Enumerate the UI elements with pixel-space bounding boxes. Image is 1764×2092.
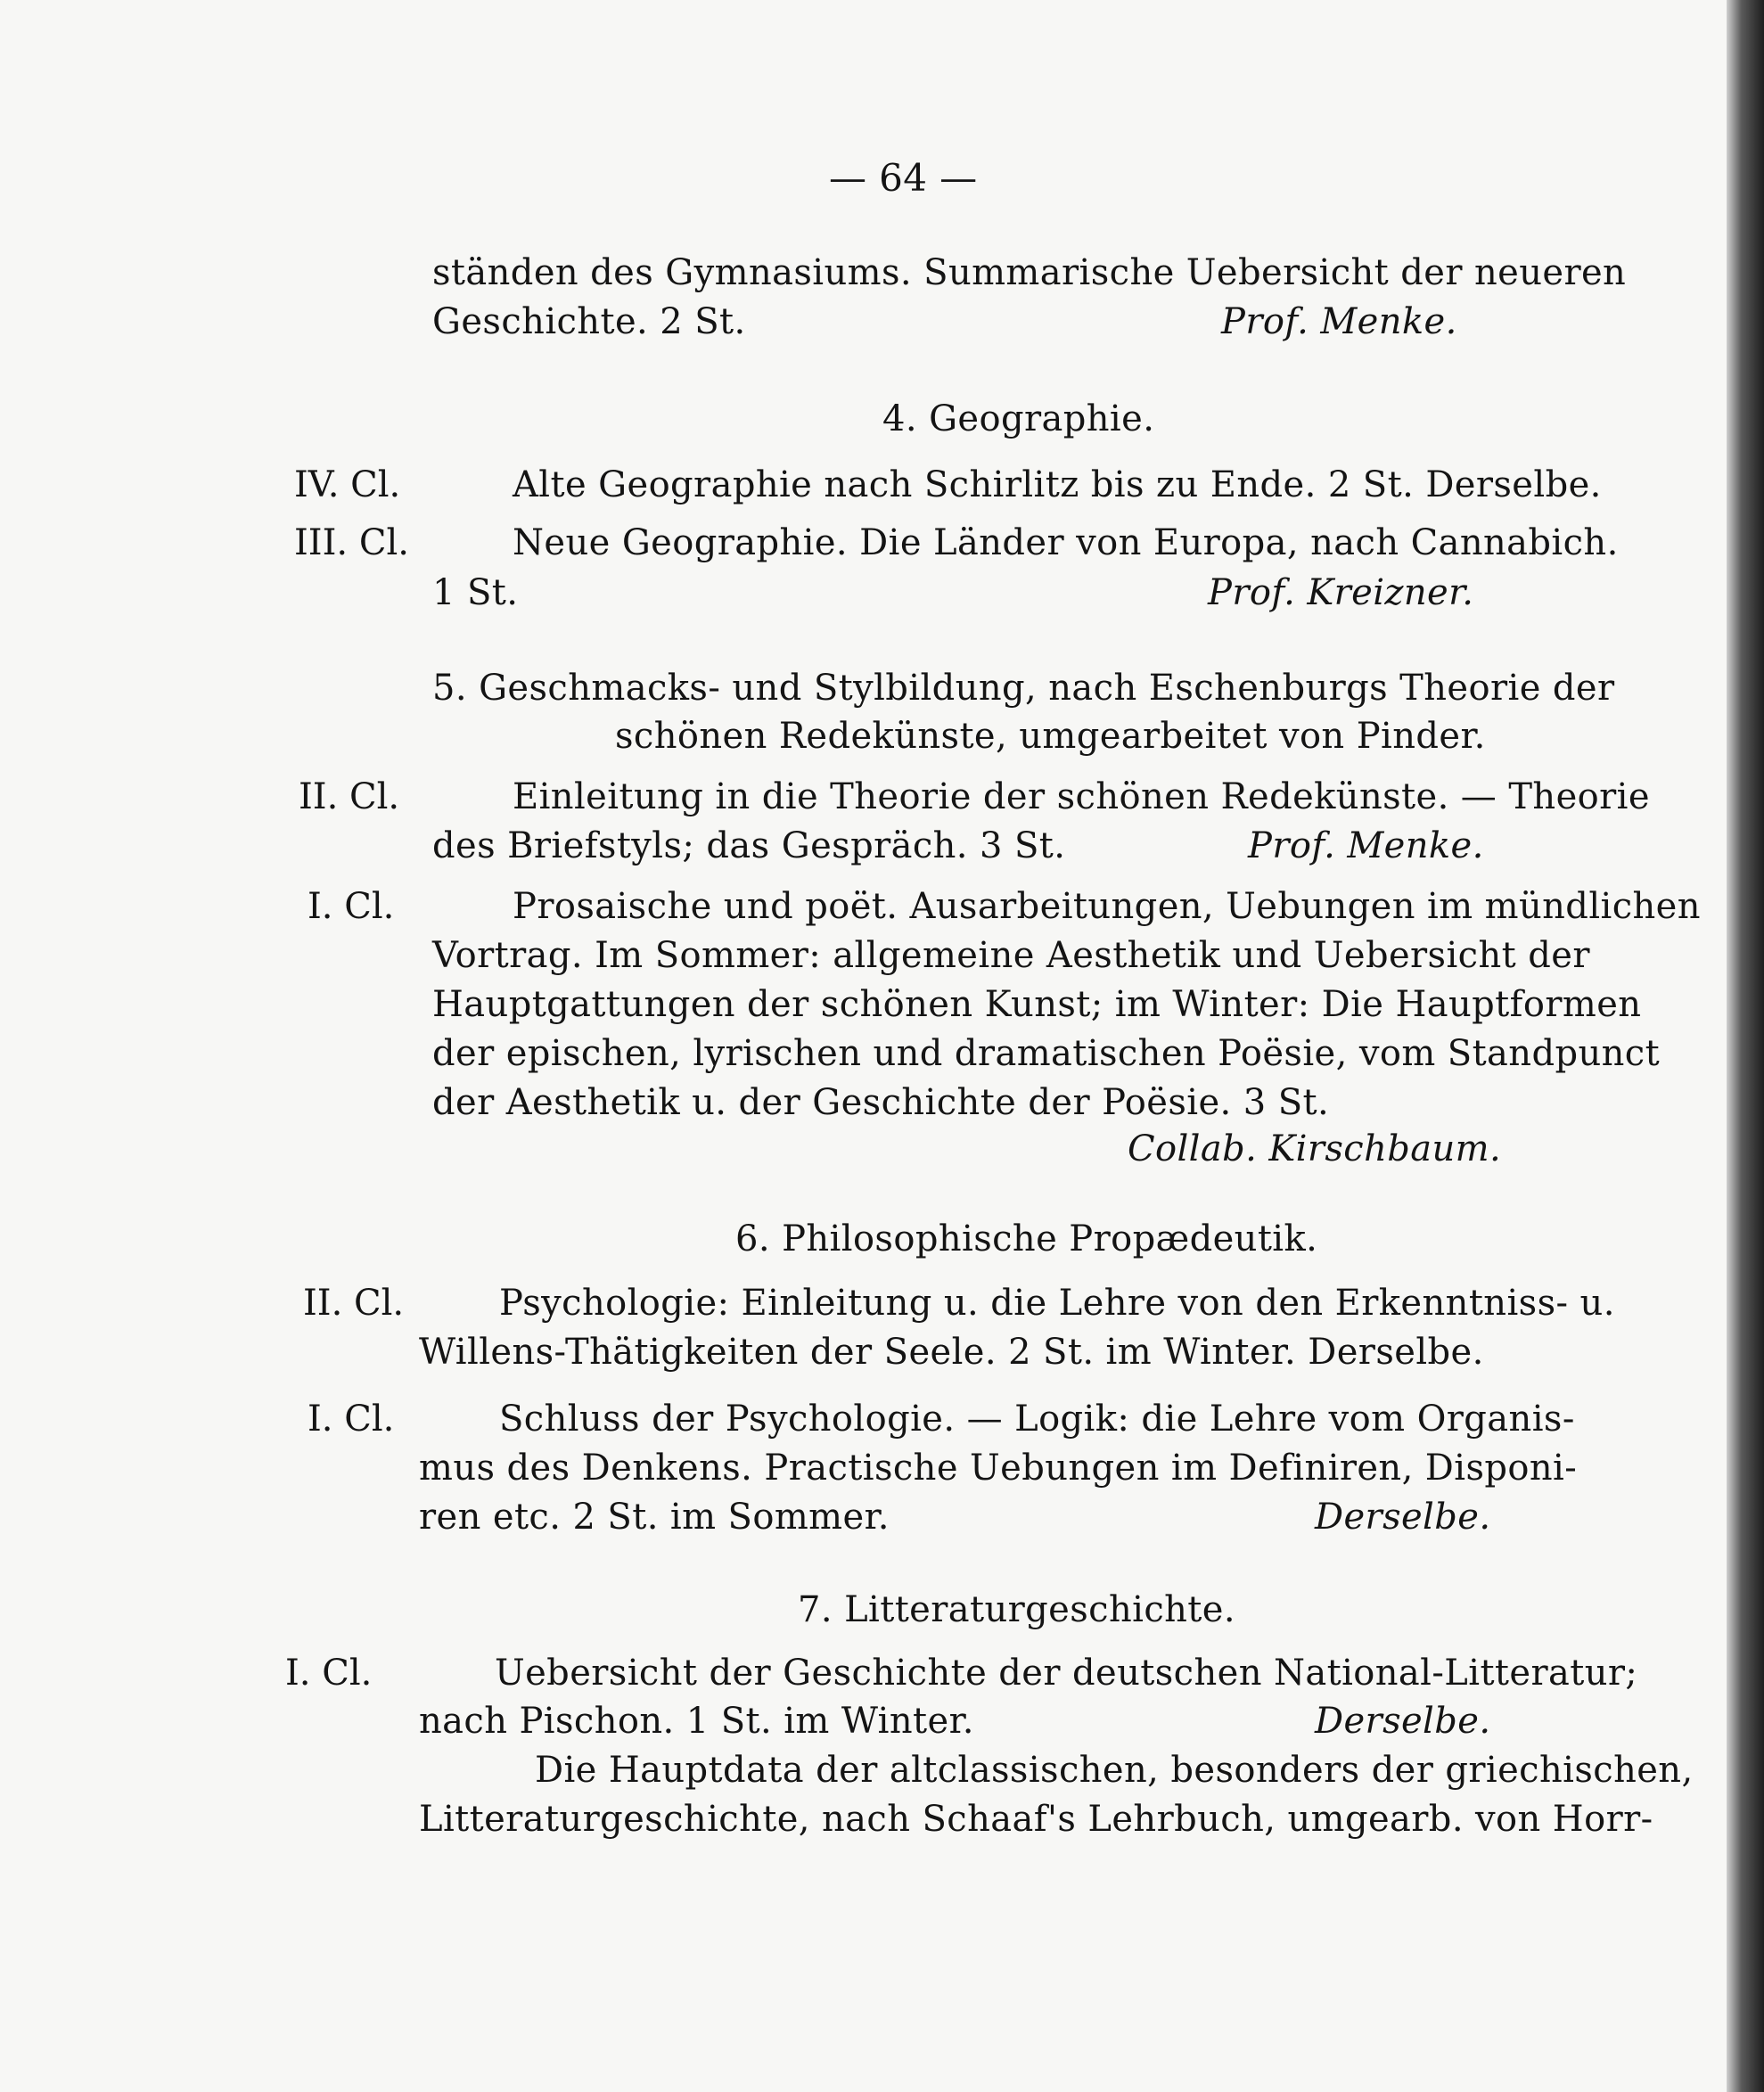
section-heading: 5. Geschmacks- und Stylbildung, nach Eschenburgs Theorie der xyxy=(432,668,1615,709)
text-line: der Aesthetik u. der Geschichte der Poësie. 3 St. xyxy=(432,1082,1330,1123)
text-line: Alte Geographie nach Schirlitz bis zu Ende. 2 St. Derselbe. xyxy=(513,464,1602,505)
attribution: Derselbe. xyxy=(1315,1701,1491,1742)
attribution: Prof. Kreizner. xyxy=(1208,572,1474,613)
section-heading: schönen Redekünste, umgearbeitet von Pinder. xyxy=(615,716,1486,757)
section-heading: 6. Philosophische Propædeutik. xyxy=(735,1218,1318,1259)
text-line: Psychologie: Einleitung u. die Lehre von den Erkenntniss- u. xyxy=(499,1283,1615,1324)
text-line: ren etc. 2 St. im Sommer. xyxy=(419,1497,890,1538)
section-heading: 7. Litteraturgeschichte. xyxy=(798,1589,1235,1630)
class-label: I. Cl. xyxy=(308,886,395,927)
attribution: Prof. Menke. xyxy=(1221,301,1457,342)
text-line: des Briefstyls; das Gespräch. 3 St. xyxy=(432,825,1066,866)
text-line: Uebersicht der Geschichte der deutschen National-Litteratur; xyxy=(495,1653,1638,1694)
page-edge-shadow xyxy=(1727,0,1764,2092)
text-line: Hauptgattungen der schönen Kunst; im Winter: Die Hauptformen xyxy=(432,984,1642,1025)
section-heading: 4. Geographie. xyxy=(882,398,1155,439)
text-line: Die Hauptdata der altclassischen, besonders der griechischen, xyxy=(535,1750,1694,1791)
class-label: I. Cl. xyxy=(308,1399,395,1440)
page-number: — 64 — xyxy=(829,156,978,200)
text-line: ständen des Gymnasiums. Summarische Uebersicht der neueren xyxy=(432,252,1627,293)
text-line: 1 St. xyxy=(432,572,519,613)
class-label: II. Cl. xyxy=(299,776,400,817)
text-line: Willens-Thätigkeiten der Seele. 2 St. im Winter. Derselbe. xyxy=(419,1332,1484,1373)
text-line: Geschichte. 2 St. xyxy=(432,301,746,342)
attribution: Prof. Menke. xyxy=(1248,825,1484,866)
text-line: nach Pischon. 1 St. im Winter. xyxy=(419,1701,974,1742)
class-label: I. Cl. xyxy=(285,1653,373,1694)
class-label: III. Cl. xyxy=(294,522,409,563)
attribution: Derselbe. xyxy=(1315,1497,1491,1538)
text-line: Schluss der Psychologie. — Logik: die Lehre vom Organis- xyxy=(499,1399,1575,1440)
text-line: Litteraturgeschichte, nach Schaaf's Lehrbuch, umgearb. von Horr- xyxy=(419,1799,1653,1840)
class-label: II. Cl. xyxy=(303,1283,405,1324)
text-line: Neue Geographie. Die Länder von Europa, nach Cannabich. xyxy=(513,522,1619,563)
attribution: Collab. Kirschbaum. xyxy=(1128,1128,1502,1169)
text-line: Vortrag. Im Sommer: allgemeine Aesthetik und Uebersicht der xyxy=(432,935,1590,976)
text-line: Einleitung in die Theorie der schönen Redekünste. — Theorie xyxy=(513,776,1650,817)
text-line: der epischen, lyrischen und dramatischen Poësie, vom Standpunct xyxy=(432,1033,1661,1074)
class-label: IV. Cl. xyxy=(294,464,401,505)
text-line: Prosaische und poët. Ausarbeitungen, Uebungen im mündlichen xyxy=(513,886,1701,927)
text-line: mus des Denkens. Practische Uebungen im Definiren, Disponi- xyxy=(419,1448,1578,1489)
